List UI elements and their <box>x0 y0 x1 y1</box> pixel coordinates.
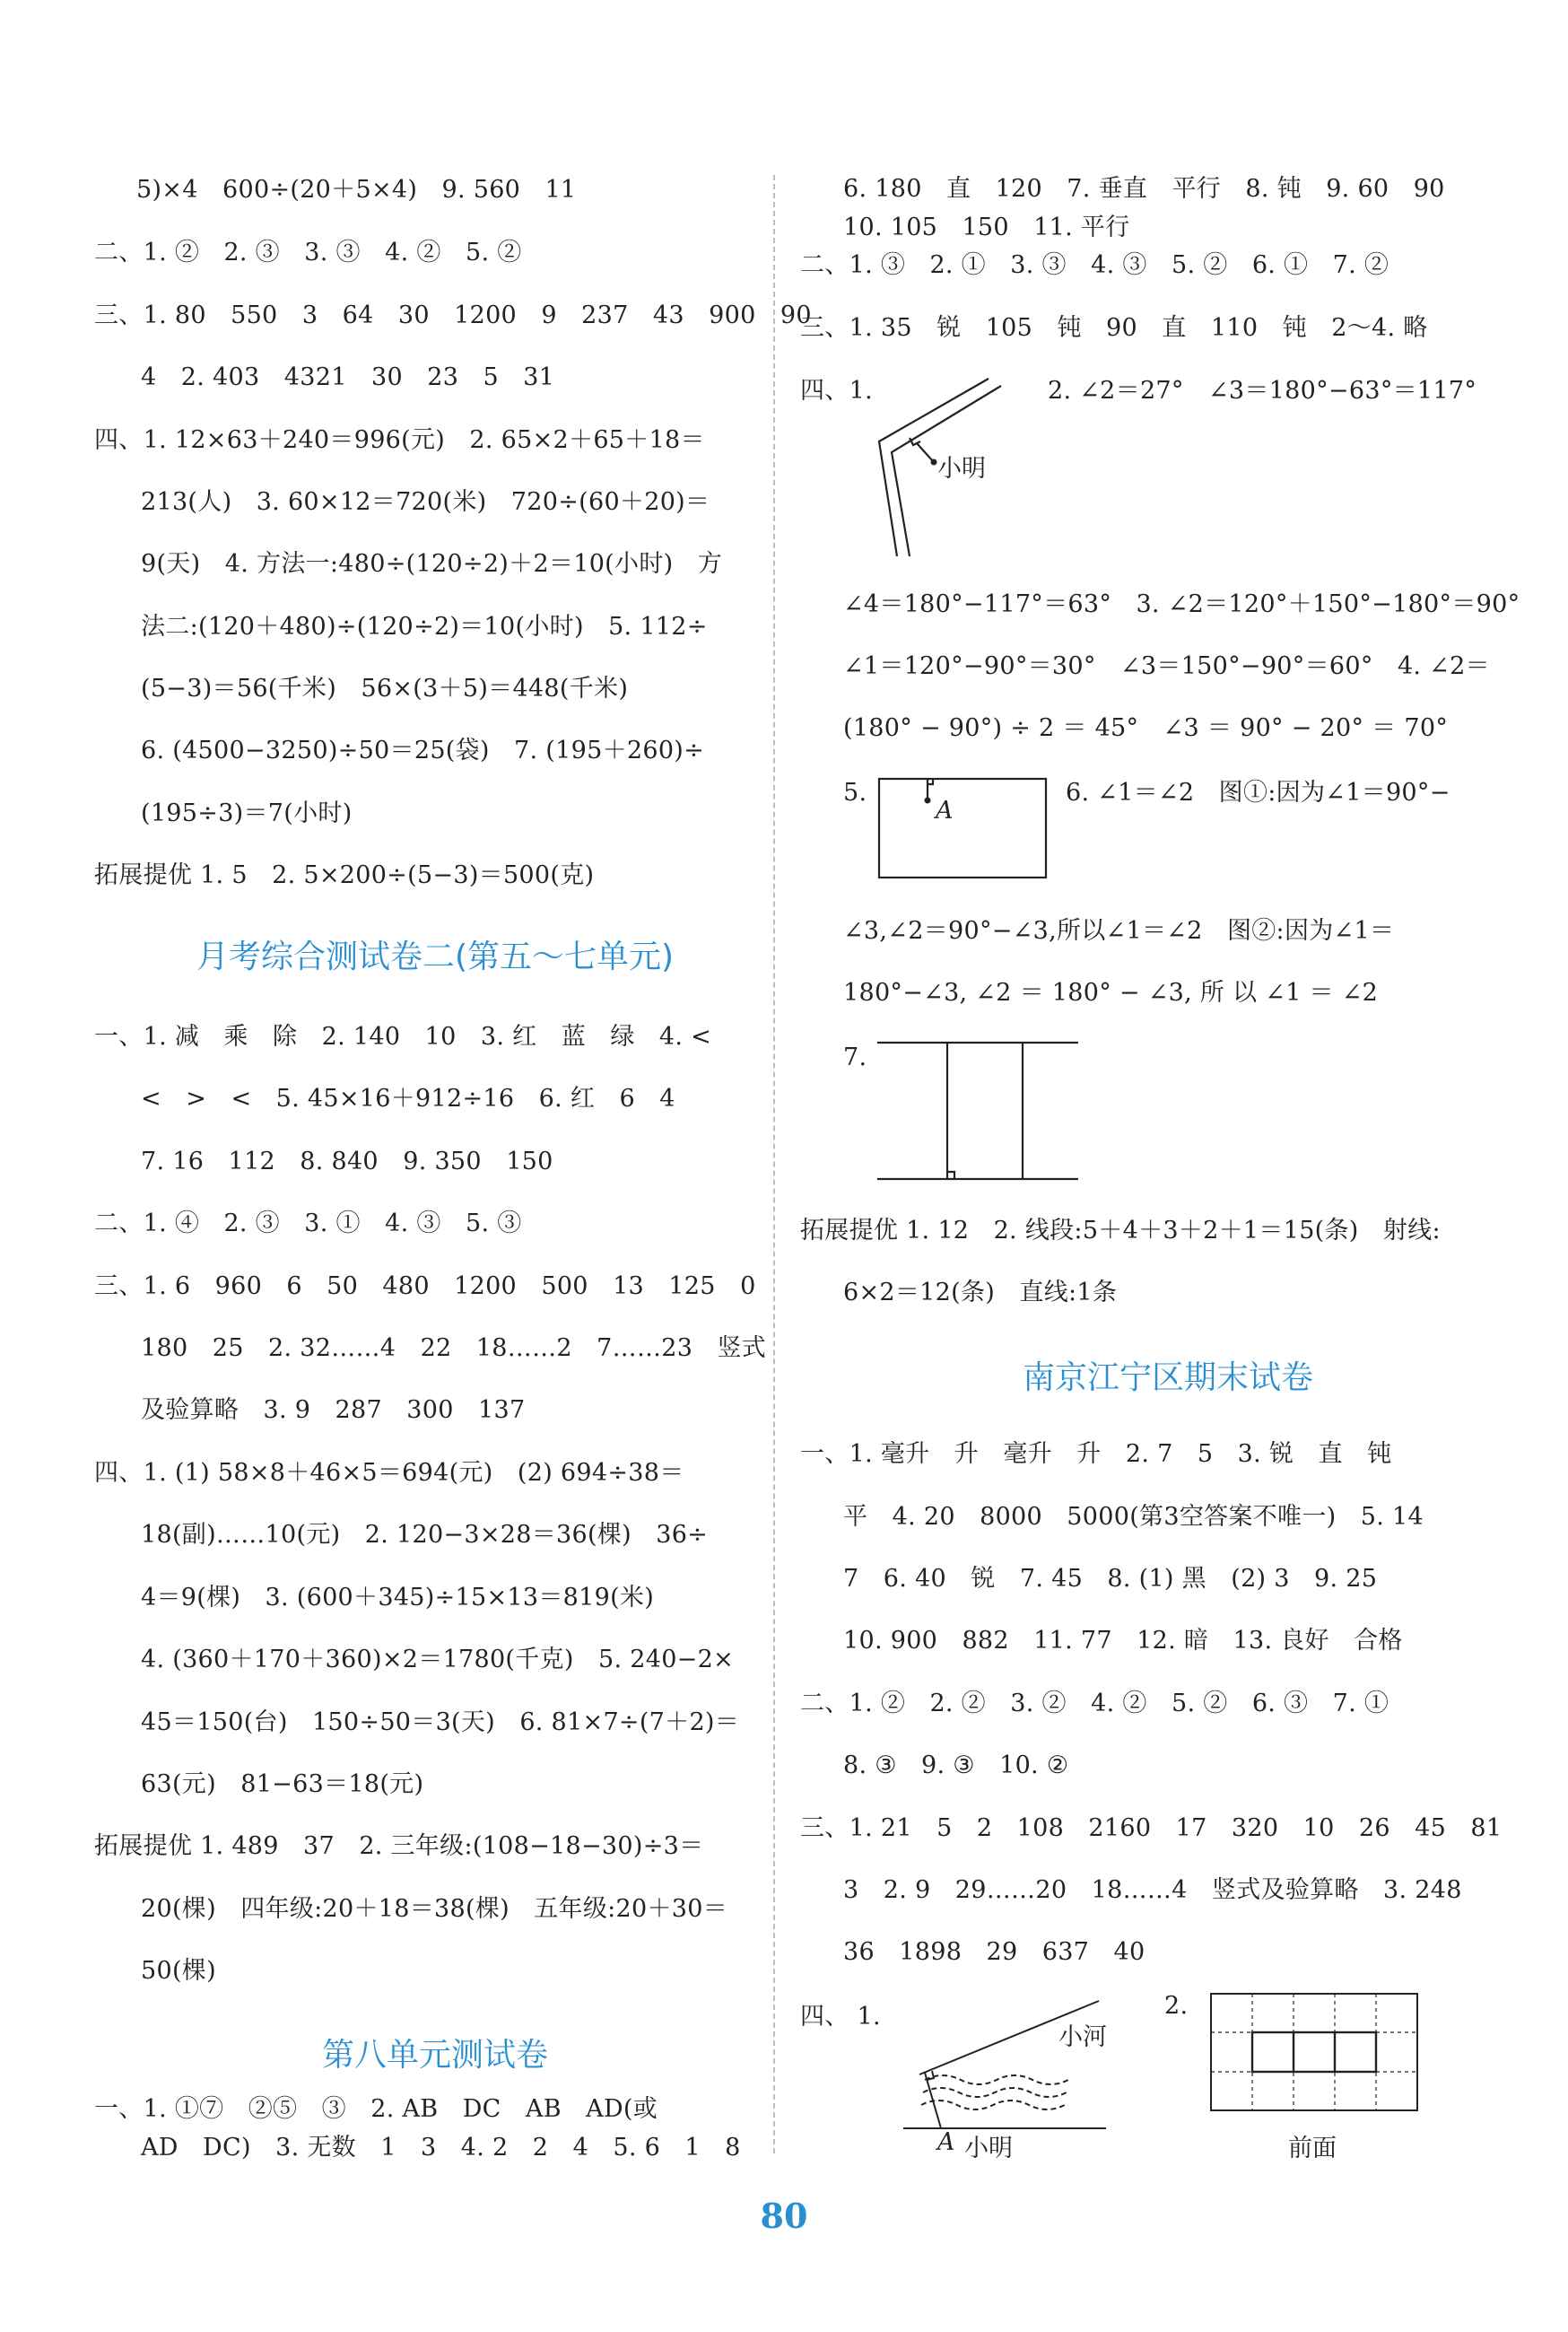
answer-line: 三、1. 6 960 6 50 480 1200 500 13 125 0 <box>94 1272 756 1300</box>
answer-line: 二、1. ② 2. ③ 3. ③ 4. ② 5. ② <box>94 239 522 266</box>
answer-line: 四、 1. <box>800 2003 881 2031</box>
answer-line: 三、1. 21 5 2 108 2160 17 320 10 26 45 81 <box>800 1814 1503 1842</box>
answer-line: 5)×4 600÷(20＋5×4) 9. 560 11 <box>136 176 577 204</box>
answer-line: 4＝9(棵) 3. (600＋345)÷15×13＝819(米) <box>141 1584 655 1611</box>
label-xiaoming: 小明 <box>937 455 986 483</box>
answer-line: 二、1. ④ 2. ③ 3. ① 4. ③ 5. ③ <box>94 1210 522 1237</box>
answer-line: 180 25 2. 32……4 22 18……2 7……23 竖式 <box>141 1334 767 1362</box>
answer-line: 四、1. <box>800 377 873 405</box>
figure-rectangle-point <box>875 773 1055 883</box>
answer-line: ∠4＝180°−117°＝63° 3. ∠2＝120°＋150°−180°＝90° <box>843 590 1520 618</box>
answer-line: 4. (360＋170＋360)×2＝1780(千克) 5. 240−2× <box>141 1646 734 1673</box>
answer-line: ∠1＝120°−90°＝30° ∠3＝150°−90°＝60° 4. ∠2＝ <box>843 652 1490 680</box>
answer-line: 一、1. 毫升 升 毫升 升 2. 7 5 3. 锐 直 钝 <box>800 1440 1392 1468</box>
answer-line: 及验算略 3. 9 287 300 137 <box>141 1396 526 1424</box>
column-divider <box>773 175 775 2153</box>
answer-line: 50(棵) <box>141 1957 216 1985</box>
answer-line: 63(元) 81−63＝18(元) <box>141 1770 424 1798</box>
answer-line: 213(人) 3. 60×12＝720(米) 720÷(60＋20)＝ <box>141 488 710 516</box>
answer-line: 6×2＝12(条) 直线:1条 <box>843 1279 1118 1306</box>
label-front: 前面 <box>1288 2135 1337 2162</box>
answer-line: 7. <box>843 1044 867 1071</box>
answer-line: 拓展提优 1. 12 2. 线段:5＋4＋3＋2＋1＝15(条) 射线: <box>800 1217 1441 1245</box>
answer-line: 6. (4500−3250)÷50＝25(袋) 7. (195＋260)÷ <box>141 737 705 764</box>
answer-line: < > < 5. 45×16＋912÷16 6. 红 6 4 <box>141 1085 675 1113</box>
figure-parallel-lines <box>875 1035 1082 1184</box>
answer-line: 平 4. 20 8000 5000(第3空答案不唯一) 5. 14 <box>843 1503 1424 1531</box>
answer-line: AD DC) 3. 无数 1 3 4. 2 2 4 5. 6 1 8 <box>141 2134 741 2162</box>
label-river: 小河 <box>1058 2023 1107 2051</box>
answer-line: 拓展提优 1. 489 37 2. 三年级:(108−18−30)÷3＝ <box>94 1832 704 1860</box>
answer-line: 7. 16 112 8. 840 9. 350 150 <box>141 1148 553 1175</box>
answer-line: 8. ③ 9. ③ 10. ② <box>843 1751 1069 1779</box>
answer-line: 2. <box>1164 1992 1189 2020</box>
answer-line: 二、1. ② 2. ② 3. ② 4. ② 5. ② 6. ③ 7. ① <box>800 1690 1389 1717</box>
figure-river-path <box>902 1992 1117 2135</box>
answer-line: (180° − 90°) ÷ 2 ＝ 45° ∠3 ＝ 90° − 20° ＝ 70° <box>843 714 1449 742</box>
answer-line: 45＝150(台) 150÷50＝3(天) 6. 81×7÷(7＋2)＝ <box>141 1708 740 1736</box>
section-title: 第八单元测试卷 <box>321 2037 548 2074</box>
answer-line: 180°−∠3, ∠2 ＝ 180° − ∠3, 所 以 ∠1 ＝ ∠2 <box>843 979 1379 1007</box>
label-point-a: A <box>937 2128 955 2156</box>
answer-line: 一、1. 减 乘 除 2. 140 10 3. 红 蓝 绿 4. < <box>94 1023 712 1051</box>
answer-line: ∠3,∠2＝90°−∠3,所以∠1＝∠2 图②:因为∠1＝ <box>843 917 1395 945</box>
answer-line: 18(副)……10(元) 2. 120−3×28＝36(棵) 36÷ <box>141 1521 709 1549</box>
answer-line: 10. 900 882 11. 77 12. 暗 13. 良好 合格 <box>843 1627 1403 1655</box>
answer-line: 四、1. 12×63＋240＝996(元) 2. 65×2＋65＋18＝ <box>94 426 705 454</box>
answer-line: (195÷3)＝7(小时) <box>141 799 353 827</box>
answer-line: 6. 180 直 120 7. 垂直 平行 8. 钝 9. 60 90 <box>843 175 1445 203</box>
answer-line: 拓展提优 1. 5 2. 5×200÷(5−3)＝500(克) <box>94 861 595 889</box>
answer-line: 7 6. 40 锐 7. 45 8. (1) 黑 (2) 3 9. 25 <box>843 1565 1378 1593</box>
answer-line: 36 1898 29 637 40 <box>843 1938 1146 1966</box>
answer-line: 三、1. 35 锐 105 钝 90 直 110 钝 2～4. 略 <box>800 314 1428 342</box>
answer-line: 二、1. ③ 2. ① 3. ③ 4. ③ 5. ② 6. ① 7. ② <box>800 251 1389 279</box>
section-title: 月考综合测试卷二(第五～七单元) <box>196 939 675 975</box>
page-number: 80 <box>760 2196 808 2236</box>
answer-line: 2. ∠2＝27° ∠3＝180°−63°＝117° <box>1048 377 1477 405</box>
label-xiaoming: 小明 <box>964 2135 1013 2162</box>
answer-line: 6. ∠1＝∠2 图①:因为∠1＝90°− <box>1066 779 1450 807</box>
answer-line: 20(棵) 四年级:20＋18＝38(棵) 五年级:20＋30＝ <box>141 1895 728 1923</box>
answer-line: 10. 105 150 11. 平行 <box>843 214 1130 241</box>
answer-line: 3 2. 9 29……20 18……4 竖式及验算略 3. 248 <box>843 1876 1462 1904</box>
answer-line: 4 2. 403 4321 30 23 5 31 <box>141 363 555 391</box>
figure-front-view-grid <box>1209 1992 1424 2118</box>
section-title: 南京江宁区期末试卷 <box>1022 1359 1313 1396</box>
label-point-a: A <box>936 797 954 825</box>
answer-line: 三、1. 80 550 3 64 30 1200 9 237 43 900 90 <box>94 301 812 329</box>
answer-line: 一、1. ①⑦ ②⑤ ③ 2. AB DC AB AD(或 <box>94 2095 658 2123</box>
answer-line: 5. <box>843 779 867 807</box>
answer-line: 法二:(120＋480)÷(120÷2)＝10(小时) 5. 112÷ <box>141 613 708 641</box>
answer-line: 四、1. (1) 58×8＋46×5＝694(元) (2) 694÷38＝ <box>94 1459 684 1487</box>
answer-line: 9(天) 4. 方法一:480÷(120÷2)＋2＝10(小时) 方 <box>141 550 723 578</box>
answer-line: (5−3)＝56(千米) 56×(3＋5)＝448(千米) <box>141 675 629 703</box>
